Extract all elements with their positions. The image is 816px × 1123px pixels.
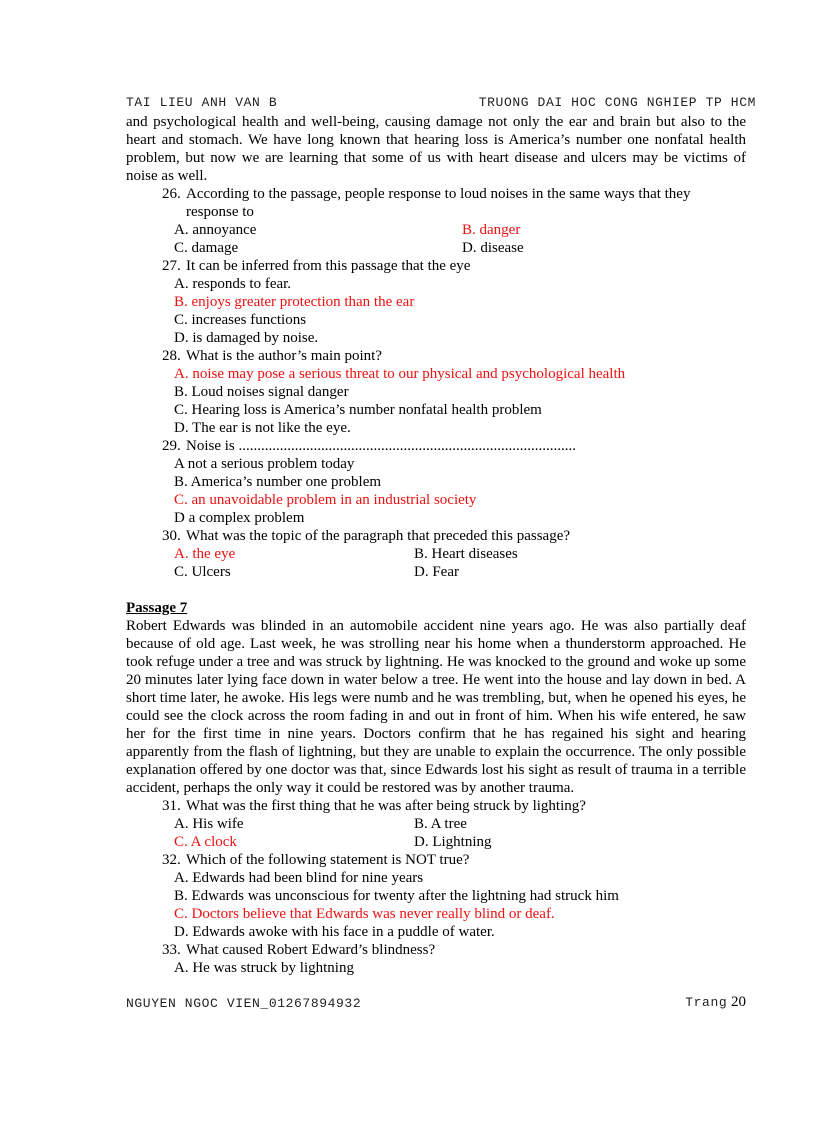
question-number: 31.	[162, 798, 181, 814]
option-c: C. Ulcers	[174, 564, 231, 580]
option-row	[174, 545, 746, 563]
spacer	[126, 581, 746, 599]
option-b: B. A tree	[414, 816, 467, 832]
question-28	[126, 347, 746, 365]
question-30	[126, 527, 746, 545]
option-row	[174, 563, 746, 581]
option-b: B. Edwards was unconscious for twenty after the lightning had struck him	[174, 888, 619, 904]
option-c-answer: C. an unavoidable problem in an industrial society	[174, 492, 477, 508]
question-number: 29.	[162, 438, 181, 454]
header-right: TRUONG DAI HOC CONG NGHIEP TP HCM	[478, 95, 756, 110]
question-text: It can be inferred from this passage that the eye	[186, 258, 471, 274]
option-c-answer: C. A clock	[174, 834, 237, 850]
option-a-answer: A. noise may pose a serious threat to our physical and psychological health	[174, 366, 626, 382]
question-32	[126, 851, 746, 869]
option-d: D. Edwards awoke with his face in a puddle of water.	[174, 924, 495, 940]
option-d: D. is damaged by noise.	[174, 330, 319, 346]
option-b: B. America’s number one problem	[174, 474, 382, 490]
option-a: A. Edwards had been blind for nine years	[174, 870, 424, 886]
page-content	[126, 113, 746, 977]
question-text: What caused Robert Edward’s blindness?	[186, 942, 436, 958]
question-text: What is the author’s main point?	[186, 348, 382, 364]
question-text: Which of the following statement is NOT true?	[186, 852, 470, 868]
option-a: A. His wife	[174, 816, 244, 832]
option-c: C. damage	[174, 240, 239, 256]
option-d: D. Fear	[414, 564, 459, 580]
option-c: C. increases functions	[174, 312, 307, 328]
question-31	[126, 797, 746, 815]
header-left: TAI LIEU ANH VAN B	[126, 95, 278, 110]
option-b-answer: B. enjoys greater protection than the ear	[174, 294, 415, 310]
option-a: A. responds to fear.	[174, 276, 292, 292]
option-d: D a complex problem	[174, 510, 305, 526]
intro-paragraph: and psychological health and well-being, causing damage not only the ear and brain but also to the heart and stomach. We have long known that hearing loss is America’s number one nonfatal health problem, but now we are learning that some of us with heart disease and ulcers may be victims of noise as well.	[126, 114, 746, 184]
question-number: 33.	[162, 942, 181, 958]
option-d: D. The ear is not like the eye.	[174, 420, 351, 436]
option-row	[174, 239, 746, 257]
option-row	[174, 833, 746, 851]
option-b: B. Heart diseases	[414, 546, 518, 562]
question-29	[126, 437, 746, 455]
question-number: 28.	[162, 348, 181, 364]
option-a: A. annoyance	[174, 222, 257, 238]
page-number-block	[685, 994, 746, 1011]
question-number: 27.	[162, 258, 181, 274]
question-27	[126, 257, 746, 275]
question-text: Noise is ..........................................................................................	[186, 438, 576, 454]
page-header	[126, 95, 756, 113]
question-number: 26.	[162, 186, 181, 202]
passage-text: Robert Edwards was blinded in an automobile accident nine years ago. He was also partially deaf because of old age. Last week, he was strolling near his home when a thunderstorm approached. He took refuge under a tree and was struck by lightning. He was knocked to the ground and woke up some 20 minutes later lying face down in water below a tree. He went into the house and lay down in bed. A short time later, he awoke. His legs were numb and he was trembling, but, when he opened his eyes, he could see the clock across the room fading in and out in front of him. When his wife entered, he saw her for the first time in nine years. Doctors confirm that he has regained his sight and hearing apparently from the flash of lightning, but they are unable to explain the occurrence. The only possible explanation offered by one doctor was that, since Edwards lost his sight as result of trauma in a terrible accident, perhaps the only way it could be restored was by another trauma.	[126, 618, 746, 796]
question-number: 30.	[162, 528, 181, 544]
page-footer	[126, 994, 746, 1014]
option-d: D. disease	[462, 240, 524, 256]
option-row	[174, 221, 746, 239]
passage-title: Passage 7	[126, 600, 188, 616]
option-b: B. Loud noises signal danger	[174, 384, 349, 400]
question-number: 32.	[162, 852, 181, 868]
footer-author: NGUYEN NGOC VIEN_01267894932	[126, 996, 362, 1011]
option-a: A. He was struck by lightning	[174, 960, 354, 976]
option-a: A not a serious problem today	[174, 456, 355, 472]
question-26	[126, 185, 746, 221]
question-text: What was the topic of the paragraph that preceded this passage?	[186, 528, 571, 544]
question-text: What was the first thing that he was after being struck by lighting?	[186, 798, 586, 814]
option-b-answer: B. danger	[462, 222, 521, 238]
page-label: Trang	[685, 995, 728, 1010]
question-text: According to the passage, people response to loud noises in the same ways that they response to	[186, 186, 691, 220]
option-a-answer: A. the eye	[174, 546, 236, 562]
page-number: 20	[731, 994, 746, 1010]
option-d: D. Lightning	[414, 834, 492, 850]
option-row	[174, 815, 746, 833]
option-c-answer: C. Doctors believe that Edwards was never really blind or deaf.	[174, 906, 555, 922]
option-c: C. Hearing loss is America’s number nonfatal health problem	[174, 402, 542, 418]
question-33	[126, 941, 746, 959]
